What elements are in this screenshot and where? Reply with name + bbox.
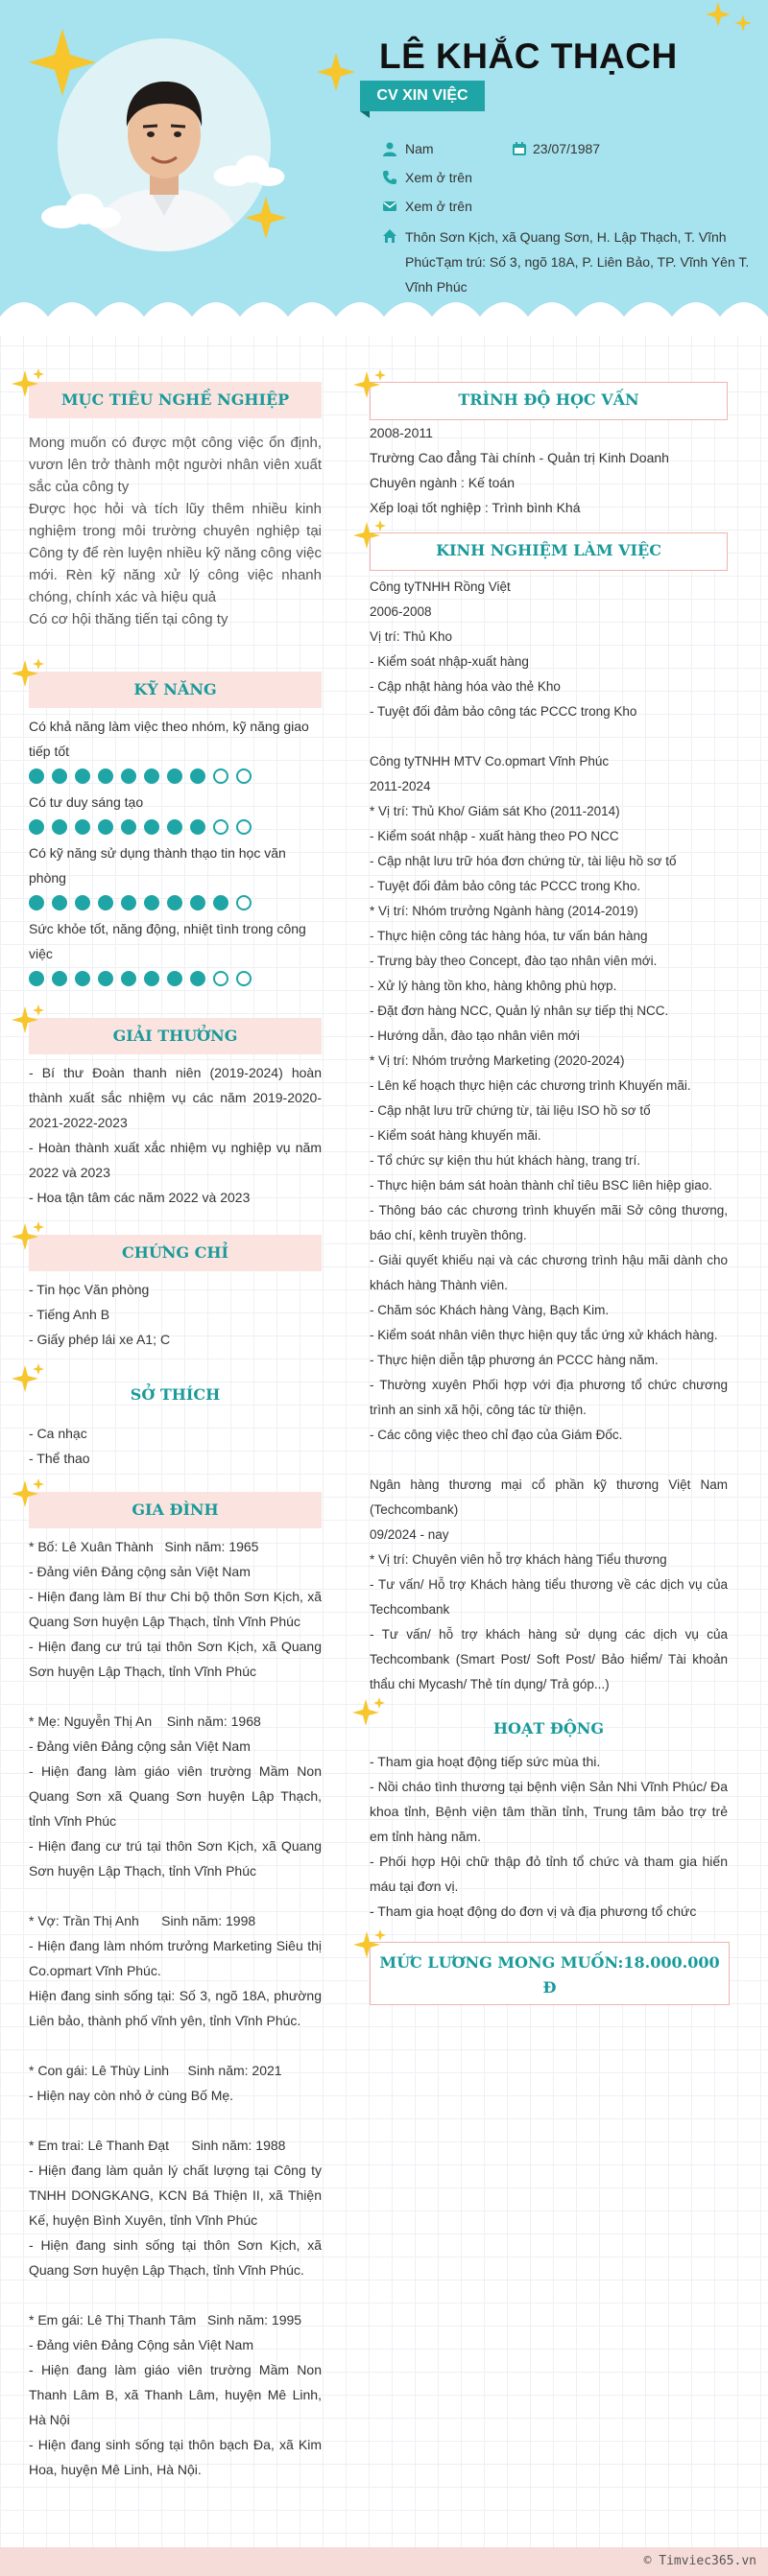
family-member [29, 1709, 322, 1883]
rating-dot [121, 768, 136, 784]
rating-dot [144, 819, 159, 835]
experience-block [370, 749, 728, 1448]
section-header [370, 382, 728, 420]
skill-rating [29, 895, 322, 910]
section-header [29, 1018, 322, 1054]
family-member [29, 2058, 322, 2108]
skill-rating [29, 768, 322, 784]
experience-line: - Đặt đơn hàng NCC, Quản lý nhân sự tiếp thị NCC. [370, 1004, 669, 1018]
rating-dot [167, 895, 182, 910]
experience-line: Ngân hàng thương mại cổ phần kỹ thương Việt Nam (Techcombank) [370, 1477, 728, 1517]
family-line: - Hiện đang cư trú tại thôn Sơn Kịch, xã Quang Sơn huyện Lập Thạch, tỉnh Vĩnh Phúc [29, 1639, 322, 1679]
experience-line: * Vị trí: Nhóm trưởng Marketing (2020-2024) [370, 1053, 625, 1068]
phone-icon [382, 170, 397, 185]
certificate-line: - Giấy phép lái xe A1; C [29, 1332, 171, 1347]
cloud-border [0, 288, 768, 336]
education-line: Xếp loại tốt nghiệp : Trình bình Khá [370, 500, 581, 515]
rating-dot [75, 895, 90, 910]
rating-dot [167, 971, 182, 986]
award-line: - Hoàn thành xuất xắc nhiệm vụ nghiệp vụ năm 2022 và 2023 [29, 1140, 322, 1180]
certificates-text [29, 1277, 322, 1352]
experience-block [370, 575, 728, 724]
certificates-section [29, 1235, 322, 1352]
rating-dot [144, 768, 159, 784]
email-icon [382, 199, 397, 214]
experience-line: - Thông báo các chương trình khuyến mãi Sở công thương, báo chí, kênh truyền thông. [370, 1203, 728, 1242]
section-header [29, 382, 322, 418]
certificate-line: - Tin học Văn phòng [29, 1282, 150, 1297]
experience-line: - Tổ chức sự kiện thu hút khách hàng, trang trí. [370, 1153, 640, 1168]
objective-text [29, 432, 322, 630]
family-member [29, 2307, 322, 2482]
family-list [29, 1534, 322, 2482]
skill-label: Có kỹ năng sử dụng thành thạo tin học văn phòng [29, 845, 286, 886]
salary-box [370, 1942, 730, 2005]
family-line: * Mẹ: Nguyễn Thị An Sinh năm: 1968 [29, 1713, 261, 1729]
education-line: Chuyên ngành : Kế toán [370, 475, 516, 490]
family-line: - Hiện đang làm quản lý chất lượng tại Công ty TNHH DONGKANG, KCN Bá Thiện II, xã Thiện Kế, huyện Bình Xuyên, tỉnh Vĩnh Phúc [29, 2162, 322, 2228]
certificates-title: CHỨNG CHỈ [122, 1243, 228, 1262]
experience-line: 2006-2008 [370, 604, 432, 619]
experience-list [370, 575, 728, 1697]
experience-line: * Vị trí: Chuyên viên hỗ trợ khách hàng Tiểu thương [370, 1552, 667, 1567]
hobbies-section [29, 1377, 322, 1471]
experience-line: - Giải quyết khiếu nại và các chương trình hậu mãi dành cho khách hàng Thành viên. [370, 1253, 728, 1292]
rating-dot [98, 971, 113, 986]
rating-dot [121, 819, 136, 835]
star-icon [734, 14, 752, 32]
rating-dot [52, 895, 67, 910]
experience-line: - Tư vấn/ Hỗ trợ Khách hàng tiểu thương về các dịch vụ của Techcombank [370, 1577, 728, 1617]
family-line: - Hiện đang làm nhóm trưởng Marketing Siêu thị Co.opmart Vĩnh Phúc. [29, 1938, 322, 1978]
experience-line: - Thực hiện diễn tập phương án PCCC hàng năm. [370, 1353, 659, 1367]
cloud-icon [38, 192, 125, 230]
family-title: GIA ĐÌNH [132, 1501, 219, 1519]
activity-line: - Tham gia hoạt động do đơn vị và địa phương tổ chức [370, 1903, 697, 1919]
hobby-line: - Thể thao [29, 1451, 90, 1466]
experience-line: * Vị trí: Thủ Kho/ Giám sát Kho (2011-2014) [370, 804, 620, 818]
skills-title: KỸ NĂNG [133, 680, 217, 698]
experience-title: KINH NGHIỆM LÀM VIỆC [436, 541, 661, 559]
experience-section [370, 532, 728, 1697]
activity-line: - Tham gia hoạt động tiếp sức mùa thi. [370, 1754, 601, 1769]
gender-value: Nam [405, 141, 434, 156]
education-line: Trường Cao đẳng Tài chính - Quản trị Kinh Doanh [370, 450, 669, 465]
rating-dot [121, 895, 136, 910]
calendar-icon [512, 141, 527, 156]
activities-title: HOẠT ĐỘNG [492, 1719, 605, 1737]
experience-line: - Kiểm soát nhân viên thực hiện quy tắc ứng xử khách hàng. [370, 1328, 718, 1342]
rating-dot [213, 768, 228, 784]
star-icon [317, 53, 355, 91]
rating-dot [29, 895, 44, 910]
experience-line: 09/2024 - nay [370, 1527, 449, 1542]
experience-line: - Tư vấn/ hỗ trợ khách hàng sử dụng các dịch vụ của Techcombank (Smart Post/ Soft Post/ Bảo hiểm/ Tài khoản thẩu chi Mycash/ Thẻ tín dụng/ Trả góp...) [370, 1627, 728, 1691]
experience-line: - Tuyệt đối đảm bảo công tác PCCC trong Kho [370, 704, 637, 719]
rating-dot [98, 895, 113, 910]
family-line: - Hiện đang sinh sống tại thôn bạch Đa, xã Kim Hoa, huyện Mê Linh, Hà Nội. [29, 2437, 322, 2477]
rating-dot [29, 819, 44, 835]
family-member [29, 1908, 322, 2033]
skills-section [29, 672, 322, 992]
experience-line: - Hướng dẫn, đào tạo nhân viên mới [370, 1028, 580, 1043]
rating-dot [75, 819, 90, 835]
experience-line: Công tyTNHH Rồng Việt [370, 579, 511, 594]
birthdate-value: 23/07/1987 [533, 141, 601, 156]
experience-line: - Cập nhật lưu trữ chứng từ, tài liệu ISO hồ sơ tố [370, 1103, 651, 1118]
skills-list [29, 714, 322, 986]
rating-dot [144, 895, 159, 910]
education-line: 2008-2011 [370, 425, 433, 440]
hobbies-text [29, 1421, 322, 1471]
footer [0, 2547, 768, 2576]
objective-title: MỤC TIÊU NGHỀ NGHIỆP [60, 390, 290, 409]
skill-rating [29, 819, 322, 835]
rating-dot [213, 895, 228, 910]
user-icon [382, 141, 397, 156]
experience-line: - Thực hiện công tác hàng hóa, tư vấn bán hàng [370, 929, 648, 943]
experience-line: - Cập nhật hàng hóa vào thẻ Kho [370, 679, 561, 694]
family-line: - Đảng viên Đảng cộng sản Việt Nam [29, 1564, 251, 1579]
experience-line: - Kiểm soát hàng khuyến mãi. [370, 1128, 541, 1143]
activity-line: - Phối hợp Hội chữ thập đỏ tỉnh tổ chức và tham gia hiến máu tại đơn vị. [370, 1854, 728, 1894]
section-header [29, 1235, 322, 1271]
skill-label: Sức khỏe tốt, năng động, nhiệt tình trong công việc [29, 921, 306, 961]
experience-line: - Các công việc theo chỉ đạo của Giám Đốc. [370, 1428, 623, 1442]
family-line: * Em gái: Lê Thị Thanh Tâm Sinh năm: 1995 [29, 2312, 302, 2328]
experience-line: - Xử lý hàng tồn kho, hàng không phù hợp. [370, 979, 617, 993]
family-line: - Hiện nay còn nhỏ ở cùng Bố Mẹ. [29, 2088, 234, 2103]
rating-dot [29, 971, 44, 986]
rating-dot [190, 819, 205, 835]
experience-line: - Trưng bày theo Concept, đào tạo nhân viên mới. [370, 954, 658, 968]
footer-credit: © Timviec365.vn [643, 2554, 756, 2568]
skill-rating [29, 971, 322, 986]
family-line: - Hiện đang làm Bí thư Chi bộ thôn Sơn Kịch, xã Quang Sơn huyện Lập Thạch, tỉnh Vĩnh Phúc [29, 1589, 322, 1629]
cv-badge: CV XIN VIỆC [360, 81, 485, 111]
award-line: - Bí thư Đoàn thanh niên (2019-2024) hoàn thành xuất sắc nhiệm vụ các năm 2019-2020-2021-2022-2023 [29, 1065, 322, 1130]
experience-line: - Chăm sóc Khách hàng Vàng, Bạch Kim. [370, 1303, 610, 1317]
family-member [29, 2133, 322, 2282]
education-title: TRÌNH ĐỘ HỌC VẤN [458, 390, 639, 409]
email-value: Xem ở trên [405, 199, 472, 214]
rating-dot [144, 971, 159, 986]
rating-dot [52, 819, 67, 835]
rating-dot [167, 819, 182, 835]
objective-line: Được học hỏi và tích lũy thêm nhiều kinh nghiệm trong môi trường chuyên nghiệp tại Công ty để rèn luyện nhiều kỹ năng công việc mới. Rèn kỹ năng xử lý công việc nhanh chóng, chính xác và hiệu quả [29, 501, 322, 605]
section-header [29, 1377, 322, 1413]
hobbies-title: SỞ THÍCH [130, 1385, 221, 1404]
experience-line: - Thường xuyên Phối hợp với địa phương tổ chức chương trình an sinh xã hội, công tác từ thiện. [370, 1378, 728, 1417]
rating-dot [98, 819, 113, 835]
family-line: - Hiện đang sinh sống tại thôn Sơn Kịch, xã Quang Sơn huyện Lập Thạch, tỉnh Vĩnh Phúc. [29, 2237, 322, 2278]
section-header [370, 532, 728, 571]
star-icon [706, 2, 731, 27]
salary-text: MỨC LƯƠNG MONG MUỐN:18.000.000 Đ [379, 1953, 720, 1997]
family-line: * Bố: Lê Xuân Thành Sinh năm: 1965 [29, 1539, 259, 1554]
family-line: - Hiện đang làm giáo viên trường Mầm Non Thanh Lâm B, xã Thanh Lâm, huyện Mê Linh, Hà Nội [29, 2362, 322, 2427]
family-line: * Vợ: Trần Thị Anh Sinh năm: 1998 [29, 1913, 256, 1928]
rating-dot [213, 819, 228, 835]
awards-title: GIẢI THƯỞNG [112, 1027, 238, 1045]
experience-line: 2011-2024 [370, 779, 431, 793]
objective-line: Có cơ hội thăng tiến tại công ty [29, 611, 228, 627]
certificate-line: - Tiếng Anh B [29, 1307, 110, 1322]
experience-line: - Thực hiện bám sát hoàn thành chỉ tiêu BSC liên hiệp giao. [370, 1178, 713, 1193]
experience-line: - Lên kế hoạch thực hiện các chương trình Khuyến mãi. [370, 1078, 691, 1093]
phone-value: Xem ở trên [405, 170, 472, 185]
rating-dot [75, 971, 90, 986]
home-icon [382, 228, 397, 244]
rating-dot [213, 971, 228, 986]
rating-dot [190, 768, 205, 784]
rating-dot [52, 768, 67, 784]
objective-section [29, 382, 322, 630]
experience-line: Công tyTNHH MTV Co.opmart Vĩnh Phúc [370, 754, 610, 768]
skill-label: Có khả năng làm việc theo nhóm, kỹ năng giao tiếp tốt [29, 719, 309, 759]
experience-line: * Vị trí: Nhóm trưởng Ngành hàng (2014-2019) [370, 904, 638, 918]
rating-dot [190, 971, 205, 986]
rating-dot [190, 895, 205, 910]
family-member [29, 1534, 322, 1684]
family-line: - Hiện đang cư trú tại thôn Sơn Kịch, xã Quang Sơn huyện Lập Thạch, tỉnh Vĩnh Phúc [29, 1838, 322, 1879]
hobby-line: - Ca nhạc [29, 1426, 87, 1441]
experience-line: Vị trí: Thủ Kho [370, 629, 453, 644]
badge-fold [360, 111, 370, 118]
activities-text [370, 1749, 728, 1924]
header-banner [0, 0, 768, 336]
rating-dot [29, 768, 44, 784]
family-line: - Đảng viên Đảng Cộng sản Việt Nam [29, 2337, 253, 2352]
experience-line: - Cập nhật lưu trữ hóa đơn chứng từ, tài liệu hồ sơ tố [370, 854, 677, 868]
activity-line: - Nồi cháo tình thương tại bệnh viện Sản Nhi Vĩnh Phúc/ Đa khoa tỉnh, Bệnh viện tâm thần tỉnh, Trung tâm bảo trợ trẻ em tỉnh hàng năm. [370, 1779, 728, 1844]
rating-dot [75, 768, 90, 784]
experience-line: - Tuyệt đối đảm bảo công tác PCCC trong Kho. [370, 879, 641, 893]
rating-dot [236, 768, 252, 784]
education-section [370, 382, 728, 520]
awards-text [29, 1060, 322, 1210]
family-section [29, 1492, 322, 2482]
rating-dot [121, 971, 136, 986]
address-value: Thôn Sơn Kịch, xã Quang Sơn, H. Lập Thạch, T. Vĩnh PhúcTạm trú: Số 3, ngõ 18A, P. Liên Bảo, TP. Vĩnh Yên T. Vĩnh Phúc [405, 229, 750, 295]
family-line: * Con gái: Lê Thùy Linh Sinh năm: 2021 [29, 2063, 282, 2078]
family-line: Hiện đang sinh sống tại: Số 3, ngõ 18A, phường Liên bảo, thành phố vĩnh yên, tỉnh Vĩnh Phúc. [29, 1988, 322, 2028]
rating-dot [52, 971, 67, 986]
family-line: - Đảng viên Đảng cộng sản Việt Nam [29, 1738, 251, 1754]
rating-dot [98, 768, 113, 784]
education-text [370, 420, 728, 520]
award-line: - Hoa tận tâm các năm 2022 và 2023 [29, 1190, 251, 1205]
rating-dot [236, 971, 252, 986]
rating-dot [236, 819, 252, 835]
family-line: - Hiện đang làm giáo viên trường Mầm Non Quang Sơn xã Quang Sơn huyện Lập Thạch, tỉnh Vĩnh Phúc [29, 1763, 322, 1829]
section-header [370, 1711, 728, 1747]
experience-line: - Kiểm soát nhập-xuất hàng [370, 654, 529, 669]
experience-block [370, 1473, 728, 1697]
skill-label: Có tư duy sáng tạo [29, 794, 144, 810]
awards-section [29, 1018, 322, 1210]
section-header [29, 1492, 322, 1528]
rating-dot [236, 895, 252, 910]
activities-section [370, 1711, 728, 1924]
rating-dot [167, 768, 182, 784]
cloud-icon [211, 154, 288, 188]
objective-line: Mong muốn có được một công việc ổn định, vươn lên trở thành một người nhân viên xuất sắc của công ty [29, 435, 322, 495]
experience-line: - Kiểm soát nhập - xuất hàng theo PO NCC [370, 829, 619, 843]
family-line: * Em trai: Lê Thanh Đạt Sinh năm: 1988 [29, 2138, 286, 2153]
section-header [29, 672, 322, 708]
candidate-name: LÊ KHẮC THẠCH [379, 36, 678, 76]
